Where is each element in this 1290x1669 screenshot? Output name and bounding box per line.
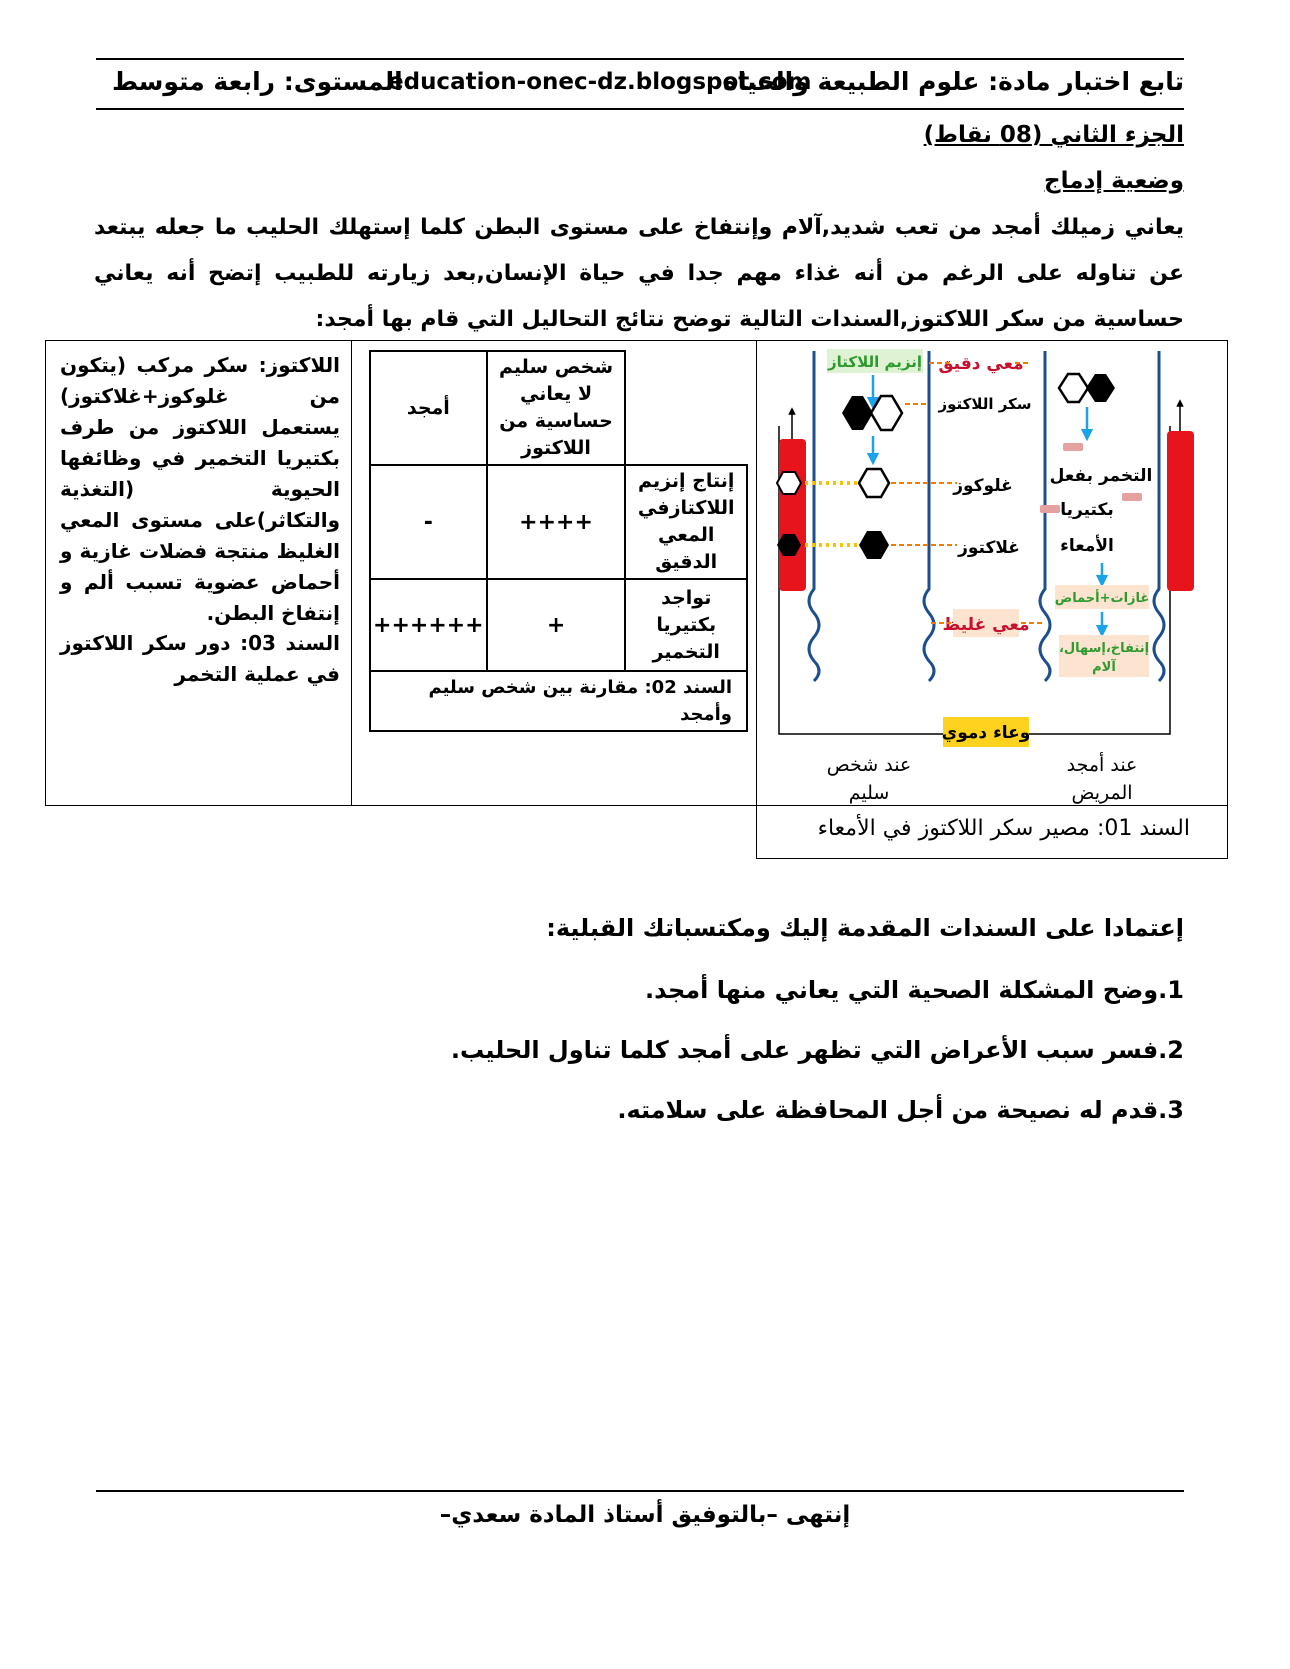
question-3: 3.قدم له نصيحة من أجل المحافظة على سلامته. bbox=[617, 1096, 1184, 1124]
large-intestine-label: معي غليظ bbox=[942, 615, 1030, 635]
healthy-person-label-line1: عند شخص bbox=[826, 754, 912, 776]
header-level: المستوى: رابعة متوسط bbox=[112, 67, 403, 96]
situation-title: وضعية إدماج bbox=[1044, 168, 1184, 194]
header-amjad: أمجد bbox=[370, 351, 487, 465]
glucose-in-blood bbox=[777, 472, 801, 494]
header-top-rule bbox=[96, 58, 1184, 60]
table-row bbox=[370, 465, 747, 579]
patient-label-line2: المريض bbox=[1071, 782, 1133, 804]
header-subject: تابع اختبار مادة: علوم الطبيعة والحياة bbox=[722, 67, 1184, 96]
doc3-caption: السند 03: دور سكر اللاكتوز في عملية التخمر bbox=[60, 631, 340, 686]
patient-intestine-wall-left bbox=[1040, 351, 1050, 681]
patient-intestine-wall-right bbox=[1154, 351, 1164, 681]
part-title: الجزء الثاني (08 نقاط) bbox=[923, 122, 1184, 148]
header-bottom-rule bbox=[96, 108, 1184, 110]
doc2-caption: السند 02: مقارنة بين شخص سليم وأمجد bbox=[370, 671, 747, 731]
intro-paragraph: يعاني زميلك أمجد من تعب شديد,آلام وإنتفاخ على مستوى البطن كلما إستهلك الحليب ما جعله يبتعد عن تناوله على الرغم من أنه غذاء مهم جدا في حياة الإنسان,بعد زيارته للطبيب إتضح أنه يعاني حساسية من سكر اللاكتوز,السندات التالية توضح نتائج التحاليل التي قام بها أمجد: bbox=[94, 215, 1184, 332]
galactose-molecule bbox=[859, 531, 889, 559]
lactose-label: سكر اللاكتوز bbox=[938, 395, 1032, 413]
fermentation-label: التخمر بفعل bbox=[1049, 466, 1153, 486]
question-1: 1.وضح المشكلة الصحية التي يعاني منها أمجد. bbox=[644, 976, 1184, 1004]
row-enzyme-healthy: ++++ bbox=[487, 465, 626, 579]
healthy-blood-vessel bbox=[779, 439, 806, 591]
footer-text: إنتهى –بالتوفيق أستاذ المادة سعدي– bbox=[439, 1502, 851, 1528]
row-bacteria-amjad: ++++++ bbox=[370, 579, 487, 671]
table-caption-row bbox=[370, 671, 747, 731]
lactose-fate-diagram bbox=[757, 341, 1227, 806]
healthy-intestine-wall-left bbox=[809, 351, 819, 681]
galactose-unit-patient bbox=[1059, 374, 1088, 402]
glucose-molecule bbox=[859, 469, 889, 497]
doc3-text: اللاكتوز: سكر مركب (يتكون من غلوكوز+غلاكتوز) يستعمل اللاكتوز من طرف بكتيريا التخمير في وظائفها الحيوية (التغذية والتكاثر)على مستوى المعي الغليظ منتجة فضلات غازية و أحماض عضوية تسبب ألم و إنتفاخ البطن. bbox=[60, 353, 340, 625]
frame-divider-left bbox=[351, 340, 352, 806]
table-corner bbox=[625, 351, 747, 465]
header-healthy: شخص سليم لا يعاني حساسية من اللاكتوز bbox=[487, 351, 626, 465]
healthy-person-label-line2: سليم bbox=[848, 782, 890, 804]
bacteria-label: بكتيريا bbox=[1060, 500, 1114, 520]
galactose-unit-healthy bbox=[842, 396, 873, 430]
healthy-intestine-wall-right bbox=[924, 351, 934, 681]
blood-vessel-label: وعاء دموي bbox=[941, 723, 1031, 743]
gases-acids-label: غازات+أحماض bbox=[1054, 591, 1150, 606]
comparison-table bbox=[369, 350, 748, 732]
patient-blood-vessel bbox=[1167, 431, 1194, 591]
glucose-label: غلوكوز bbox=[953, 476, 1013, 496]
enzyme-label: إنزيم اللاكتاز bbox=[828, 353, 922, 371]
header-website[interactable]: education-onec-dz.blogspot.com bbox=[388, 69, 812, 95]
patient-label-line1: عند أمجد bbox=[1066, 754, 1138, 776]
question-2: 2.فسر سبب الأعراض التي تظهر على أمجد كلما تناول الحليب. bbox=[450, 1036, 1184, 1064]
intestines-label: الأمعاء bbox=[1060, 536, 1114, 556]
glucose-unit-healthy bbox=[871, 396, 902, 430]
row-label-enzyme: إنتاج إنزيم اللاكتازفي المعي الدقيق bbox=[625, 465, 747, 579]
instructions: إعتمادا على السندات المقدمة إليك ومكتسباتك القبلية: bbox=[546, 914, 1184, 942]
row-enzyme-amjad: - bbox=[370, 465, 487, 579]
footer-rule bbox=[96, 1490, 1184, 1492]
glucose-unit-patient bbox=[1086, 374, 1115, 402]
small-intestine-label: معي دقيق bbox=[938, 354, 1024, 374]
symptoms-label-line2: آلام bbox=[1092, 660, 1116, 675]
row-label-bacteria: تواجد بكتيريا التخمير bbox=[625, 579, 747, 671]
doc1-caption: السند 01: مصير سكر اللاكتوز في الأمعاء bbox=[817, 816, 1190, 841]
galactose-label: غلاكتوز bbox=[958, 538, 1020, 558]
table-header-row bbox=[370, 351, 747, 465]
row-bacteria-healthy: + bbox=[487, 579, 626, 671]
symptoms-label-line1: إنتفاخ،إسهال، bbox=[1058, 641, 1150, 656]
table-row bbox=[370, 579, 747, 671]
